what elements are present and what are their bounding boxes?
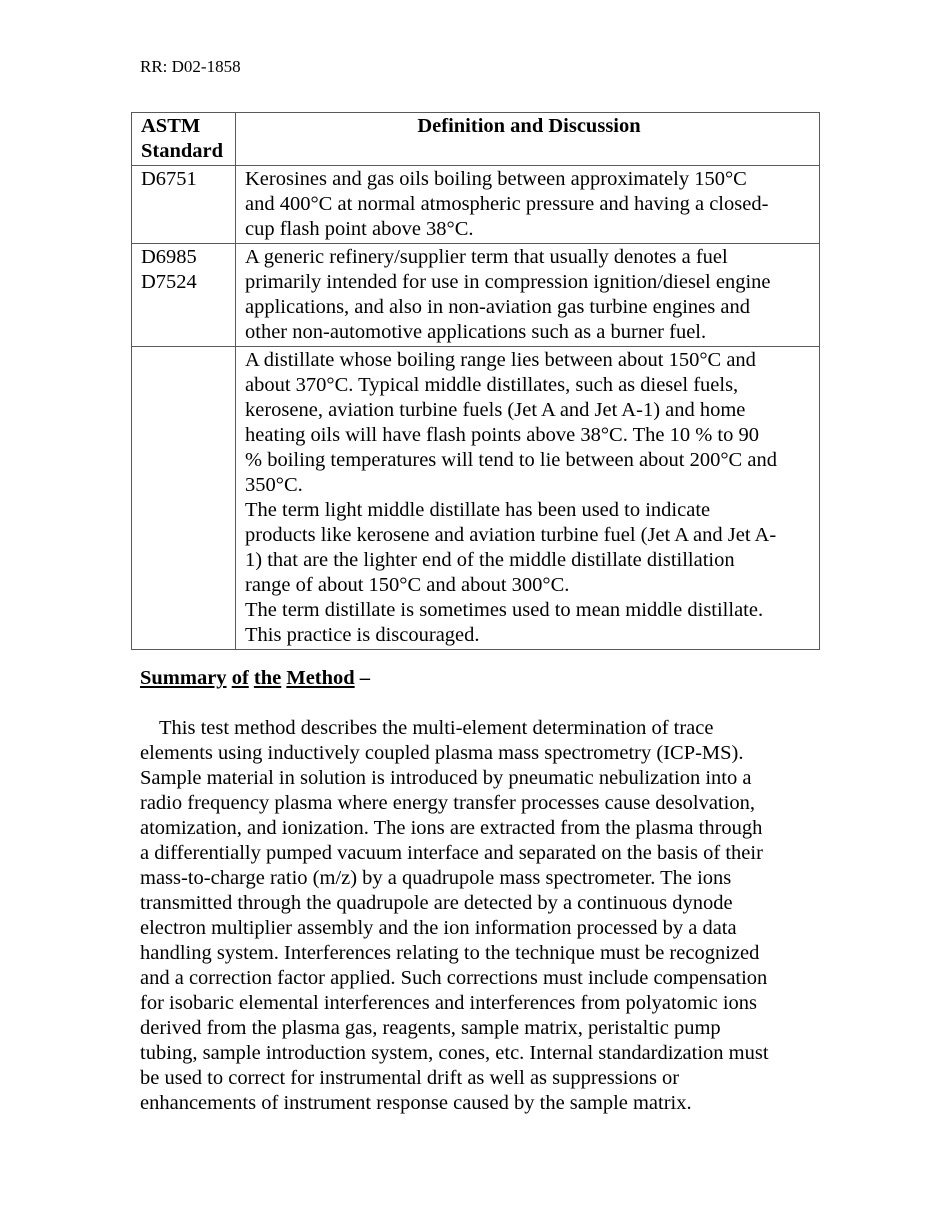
standard-cell [132, 244, 236, 347]
paragraph-line: transmitted through the quadrupole are detected by a continuous dynode [140, 892, 733, 914]
definition-line: A generic refinery/supplier term that usually denotes a fuel [245, 246, 728, 268]
document-reference: RR: D02-1858 [140, 57, 241, 76]
definition-line: range of about 150°C and about 300°C. [245, 574, 570, 596]
definition-line: % boiling temperatures will tend to lie between about 200°C and [245, 449, 777, 471]
paragraph-line: a differentially pumped vacuum interface and separated on the basis of their [140, 842, 763, 864]
definition-line: primarily intended for use in compression ignition/diesel engine [245, 271, 771, 293]
definition-line: products like kerosene and aviation turbine fuel (Jet A and Jet A- [245, 524, 777, 546]
summary-paragraph [140, 716, 820, 1116]
summary-heading [140, 666, 370, 691]
definition-line: about 370°C. Typical middle distillates, such as diesel fuels, [245, 374, 739, 396]
paragraph-line: Sample material in solution is introduced by pneumatic nebulization into a [140, 767, 752, 789]
standard-code: D6985 [141, 246, 197, 268]
standard-cell [132, 166, 236, 244]
heading-word: of [231, 667, 249, 689]
standard-code: D6751 [141, 168, 197, 190]
definition-table [131, 112, 820, 650]
definition-line: A distillate whose boiling range lies between about 150°C and [245, 349, 756, 371]
heading-suffix: – [354, 667, 371, 689]
paragraph-line: electron multiplier assembly and the ion information processed by a data [140, 917, 737, 939]
paragraph-line: derived from the plasma gas, reagents, sample matrix, peristaltic pump [140, 1017, 721, 1039]
heading-word: Method [286, 667, 355, 689]
definition-line: and 400°C at normal atmospheric pressure and having a closed- [245, 193, 769, 215]
definition-cell [236, 347, 820, 650]
definition-line: heating oils will have flash points above 38°C. The 10 % to 90 [245, 424, 759, 446]
table-header-row [132, 113, 820, 166]
paragraph-line: for isobaric elemental interferences and interferences from polyatomic ions [140, 992, 758, 1014]
paragraph-line: be used to correct for instrumental drift as well as suppressions or [140, 1067, 680, 1089]
definition-cell [236, 244, 820, 347]
paragraph-line: radio frequency plasma where energy transfer processes cause desolvation, [140, 792, 755, 814]
header-definition: Definition and Discussion [236, 113, 820, 166]
paragraph-line: handling system. Interferences relating to the technique must be recognized [140, 942, 760, 964]
table-row [132, 347, 820, 650]
definition-line: This practice is discouraged. [245, 624, 480, 646]
standard-code: D7524 [141, 271, 197, 293]
standard-cell [132, 347, 236, 650]
paragraph-line: elements using inductively coupled plasma mass spectrometry (ICP-MS). [140, 742, 744, 764]
paragraph-line: tubing, sample introduction system, cones, etc. Internal standardization must [140, 1042, 769, 1064]
definition-line: The term distillate is sometimes used to mean middle distillate. [245, 599, 764, 621]
definition-line: kerosene, aviation turbine fuels (Jet A and Jet A-1) and home [245, 399, 746, 421]
table-row [132, 244, 820, 347]
definition-line: other non-automotive applications such as a burner fuel. [245, 321, 707, 343]
header-astm-standard [132, 113, 236, 166]
heading-word: Summary [140, 667, 227, 689]
paragraph-line: mass-to-charge ratio (m/z) by a quadrupole mass spectrometer. The ions [140, 867, 732, 889]
header-standard-line: ASTM [141, 115, 201, 137]
heading-word: the [253, 667, 282, 689]
paragraph-line: This test method describes the multi-element determination of trace [159, 717, 714, 739]
definition-line: Kerosines and gas oils boiling between approximately 150°C [245, 168, 747, 190]
definition-line: cup flash point above 38°C. [245, 218, 474, 240]
header-standard-line: Standard [141, 140, 224, 162]
definition-line: 1) that are the lighter end of the middle distillate distillation [245, 549, 735, 571]
paragraph-line: atomization, and ionization. The ions are extracted from the plasma through [140, 817, 763, 839]
paragraph-line: and a correction factor applied. Such corrections must include compensation [140, 967, 768, 989]
paragraph-line: enhancements of instrument response caused by the sample matrix. [140, 1092, 692, 1114]
definition-line: 350°C. [245, 474, 303, 496]
definition-line: applications, and also in non-aviation gas turbine engines and [245, 296, 750, 318]
definition-cell [236, 166, 820, 244]
definition-line: The term light middle distillate has been used to indicate [245, 499, 711, 521]
table-row [132, 166, 820, 244]
